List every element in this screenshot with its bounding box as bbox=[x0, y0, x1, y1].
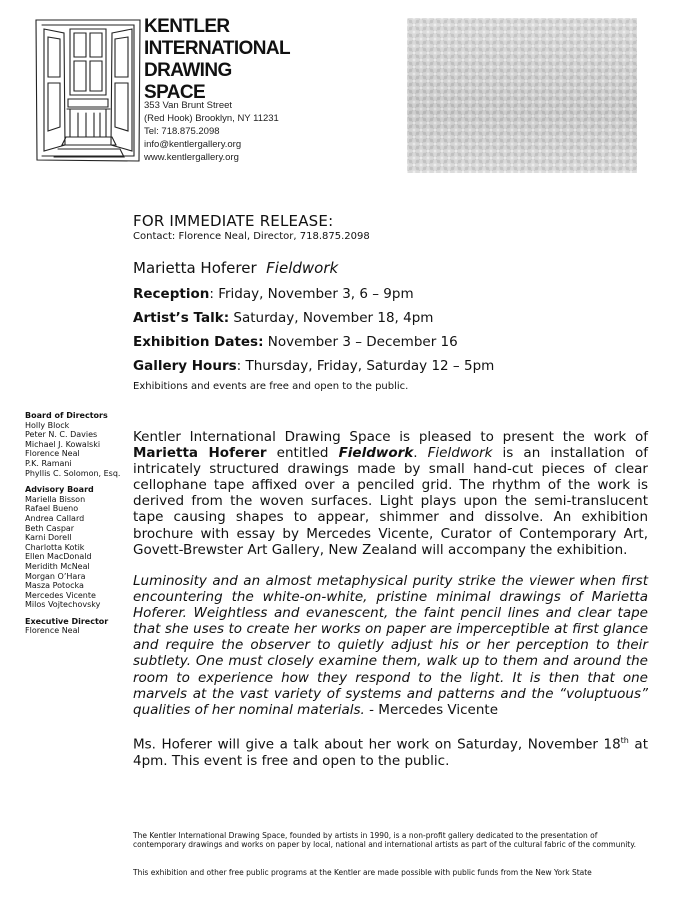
work-title-italic: Fieldwork bbox=[427, 445, 493, 462]
address-email: info@kentlergallery.org bbox=[144, 139, 242, 150]
quote-author: - Mercedes Vicente bbox=[364, 701, 499, 718]
board-title: Board of Directors bbox=[25, 411, 108, 420]
detail-label: Artist’s Talk: bbox=[133, 310, 230, 326]
executive-director bbox=[25, 617, 133, 636]
board-member: Holly Block bbox=[25, 420, 70, 430]
org-name-line: INTERNATIONAL bbox=[144, 38, 290, 59]
address-website: www.kentlergallery.org bbox=[144, 152, 239, 163]
quote-text: Luminosity and an almost metaphysical purity strike the viewer when first encountering the white-on-white, pristine minimal drawings of Marietta Hoferer. Weightless and evanescent, the faint pencil lines and clear tape that she uses to create her works on paper are imperceptible at first glance and require the observer to quietly adjust his or her perception to their subtlety. One must closely examine them, walk up to them and around the room to experience how they respond to the light. It is then that one marvels at the vast variety of systems and patterns and the “voluptuous” qualities of her nominal materials. bbox=[133, 573, 648, 718]
advisory-member: Mercedes Vicente bbox=[25, 590, 96, 600]
board-member: P.K. Ramani bbox=[25, 458, 72, 468]
board-member: Peter N. C. Davies bbox=[25, 430, 98, 440]
org-name-line: DRAWING bbox=[144, 60, 232, 81]
footer-funding-text: This exhibition and other free public programs at the Kentler are made possible with public funds from the New York State bbox=[133, 868, 592, 877]
advisory-member: Beth Caspar bbox=[25, 523, 75, 533]
artist-name: Marietta Hoferer bbox=[133, 259, 257, 277]
detail-label: Exhibition Dates: bbox=[133, 334, 264, 350]
work-title-bold-italic: Fieldwork bbox=[338, 445, 414, 462]
text-run: Ms. Hoferer will give a talk about her work on Saturday, November 18 bbox=[133, 736, 621, 753]
footer-funding bbox=[133, 868, 648, 877]
board-member: Phyllis C. Solomon, Esq. bbox=[25, 468, 121, 478]
detail-label: Gallery Hours bbox=[133, 358, 237, 374]
detail-gallery-hours bbox=[133, 358, 494, 374]
text-run: is an installation of intricately structured drawings made by small hand-cut pieces of clear cellophane tape affixed over a penciled grid. The rhythm of the work is derived from the woven surfaces. Light plays upon the semi-translucent tape causing shapes to appear, shimmer and dissolve. An exhibition brochure with essay by Mercedes Vicente, Curator of Contemporary Art, Govett-Brewster Art Gallery, New Zealand will accompany the exhibition. bbox=[133, 445, 648, 558]
text-run: . bbox=[413, 445, 428, 462]
advisory-member: Masza Potocka bbox=[25, 581, 84, 591]
detail-value: November 3 – December 16 bbox=[267, 334, 458, 350]
advisory-title: Advisory Board bbox=[25, 485, 94, 495]
quote-paragraph bbox=[133, 573, 648, 718]
org-address bbox=[144, 99, 279, 164]
detail-separator: : bbox=[209, 286, 219, 302]
artist-name-bold: Marietta Hoferer bbox=[133, 445, 267, 462]
detail-value: Friday, November 3, 6 – 9pm bbox=[218, 286, 414, 302]
detail-separator: : bbox=[236, 358, 246, 374]
text-run: entitled bbox=[266, 445, 339, 462]
contact-line: Contact: Florence Neal, Director, 718.875.2098 bbox=[133, 231, 370, 242]
address-phone: Tel: 718.875.2098 bbox=[144, 126, 220, 137]
work-title: Fieldwork bbox=[266, 259, 339, 277]
detail-label: Reception bbox=[133, 286, 210, 302]
org-name bbox=[144, 16, 344, 104]
detail-value: Saturday, November 18, 4pm bbox=[233, 310, 434, 326]
detail-artist-talk bbox=[133, 310, 433, 326]
board-member: Michael J. Kowalski bbox=[25, 439, 101, 449]
advisory-member: Morgan O’Hara bbox=[25, 571, 86, 581]
detail-reception bbox=[133, 286, 414, 302]
advisory-board bbox=[25, 485, 133, 610]
sidebar bbox=[25, 411, 133, 643]
show-title bbox=[133, 259, 338, 277]
talk-paragraph bbox=[133, 733, 648, 769]
advisory-member: Rafael Bueno bbox=[25, 504, 79, 514]
board-member: Florence Neal bbox=[25, 449, 80, 459]
advisory-member: Andrea Callard bbox=[25, 513, 85, 523]
text-run: Kentler International Drawing Space is pleased to present the work of bbox=[133, 429, 648, 445]
address-street: 353 Van Brunt Street bbox=[144, 100, 233, 111]
intro-paragraph bbox=[133, 429, 648, 558]
board-of-directors bbox=[25, 411, 133, 478]
artwork-photo bbox=[407, 18, 637, 173]
detail-exhibition-dates bbox=[133, 334, 458, 350]
ordinal-suffix: th bbox=[620, 736, 629, 745]
advisory-member: Ellen MacDonald bbox=[25, 552, 92, 562]
org-name-line: SPACE bbox=[144, 82, 206, 103]
address-city: (Red Hook) Brooklyn, NY 11231 bbox=[144, 113, 279, 124]
free-note: Exhibitions and events are free and open to the public. bbox=[133, 381, 409, 392]
director-title: Executive Director bbox=[25, 616, 109, 626]
advisory-member: Meridith McNeal bbox=[25, 561, 90, 571]
text-run: at 4pm. This event is free and open to the public. bbox=[133, 736, 648, 769]
advisory-member: Charlotta Kotik bbox=[25, 542, 85, 552]
director-name: Florence Neal bbox=[25, 626, 80, 636]
advisory-member: Mariella Bisson bbox=[25, 494, 86, 504]
release-heading: FOR IMMEDIATE RELEASE: bbox=[133, 212, 334, 230]
detail-value: Thursday, Friday, Saturday 12 – 5pm bbox=[245, 358, 495, 374]
doorway-sketch-icon bbox=[34, 17, 142, 163]
advisory-member: Milos Vojtechovsky bbox=[25, 600, 101, 610]
org-name-line: KENTLER bbox=[144, 16, 230, 37]
advisory-member: Karni Dorell bbox=[25, 533, 72, 543]
footer-about: The Kentler International Drawing Space, founded by artists in 1990, is a non-profit gallery dedicated to the presentation of contemporary drawings and works on paper by local, national and international artists as part of the cultural fabric of the community. bbox=[133, 831, 636, 849]
